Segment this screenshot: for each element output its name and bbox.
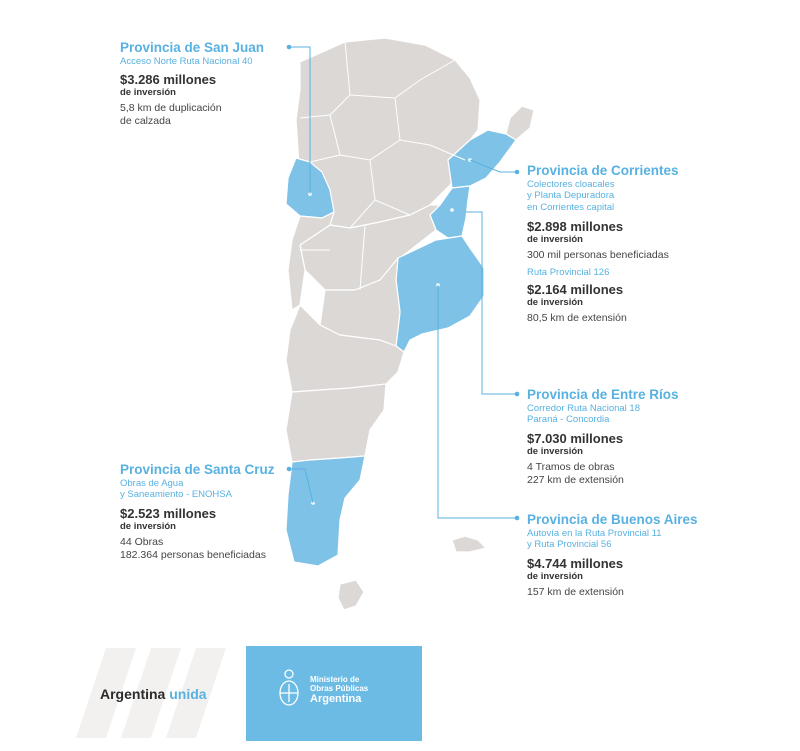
detail-line: 227 km de extensión — [527, 474, 624, 487]
detail-line: 157 km de extensión — [527, 586, 624, 599]
project-name: Autovía en la Ruta Provincial 11 — [527, 527, 662, 539]
province-misiones — [506, 106, 534, 140]
marker-entre-rios — [450, 208, 454, 212]
ministry-name — [310, 675, 368, 706]
project-name: Corredor Ruta Nacional 18 — [527, 402, 641, 414]
ministry-line: Obras Públicas — [310, 684, 369, 694]
callout-corrientes — [527, 163, 757, 261]
investment-amount: $2.164 millones — [527, 281, 624, 297]
investment-amount: $7.030 millones — [527, 431, 624, 447]
project-name: Colectores cloacales — [527, 178, 615, 190]
province-title: Provincia de Entre Ríos — [527, 387, 679, 402]
project-name: Ruta Provincial 126 — [527, 267, 610, 278]
coat-of-arms-icon — [276, 668, 302, 710]
brand-logo-argentina-unida — [100, 686, 207, 702]
ministry-logo — [246, 646, 422, 741]
project-name: Paraná - Concordia — [527, 414, 610, 426]
islas-malvinas — [452, 536, 486, 552]
callout-san-juan — [120, 40, 320, 127]
project-name: en Corrientes capital — [527, 202, 615, 214]
detail-line: 44 Obras — [120, 536, 164, 549]
callout-corrientes-route — [527, 268, 757, 324]
project-name: Obras de Agua — [120, 477, 184, 489]
detail-line: 182.364 personas beneficiadas — [120, 549, 266, 562]
leader-dot — [515, 516, 520, 521]
callout-entre-rios — [527, 387, 757, 486]
province-chubut — [286, 384, 386, 462]
investment-label: de inversión — [527, 296, 583, 308]
province-title: Provincia de Corrientes — [527, 163, 679, 178]
province-title: Provincia de Santa Cruz — [120, 462, 275, 477]
detail-line: 80,5 km de extensión — [527, 311, 627, 324]
province-tierra-del-fuego — [338, 580, 364, 610]
detail-line: 4 Tramos de obras — [527, 461, 615, 474]
leader-dot — [515, 170, 520, 175]
project-name: y Planta Depuradora — [527, 190, 615, 202]
investment-label: de inversión — [527, 446, 583, 458]
investment-amount: $3.286 millones — [120, 72, 217, 88]
province-title: Provincia de Buenos Aires — [527, 512, 698, 527]
investment-label: de inversión — [527, 234, 583, 246]
project-name: Acceso Norte Ruta Nacional 40 — [120, 55, 253, 67]
investment-amount: $2.898 millones — [527, 219, 624, 235]
detail-line: 5,8 km de duplicación — [120, 102, 222, 115]
detail-line: de calzada — [120, 115, 171, 128]
brand-text: Argentina — [100, 686, 166, 702]
project-name: y Ruta Provincial 56 — [527, 539, 612, 551]
detail-line: 300 mil personas beneficiadas — [527, 249, 669, 262]
ministry-country: Argentina — [310, 693, 362, 706]
investment-amount: $2.523 millones — [120, 506, 217, 522]
investment-label: de inversión — [120, 521, 176, 533]
callout-buenos-aires — [527, 512, 757, 598]
investment-amount: $4.744 millones — [527, 556, 624, 572]
province-buenos-aires[interactable] — [396, 236, 484, 352]
province-title: Provincia de San Juan — [120, 40, 265, 55]
ministry-line: Ministerio de — [310, 675, 360, 684]
investment-label: de inversión — [120, 87, 176, 99]
brand-text-accent: unida — [169, 686, 207, 702]
investment-label: de inversión — [527, 571, 583, 583]
leader-dot — [515, 392, 520, 397]
callout-santa-cruz — [120, 462, 320, 561]
project-name: y Saneamiento - ENOHSA — [120, 489, 232, 501]
